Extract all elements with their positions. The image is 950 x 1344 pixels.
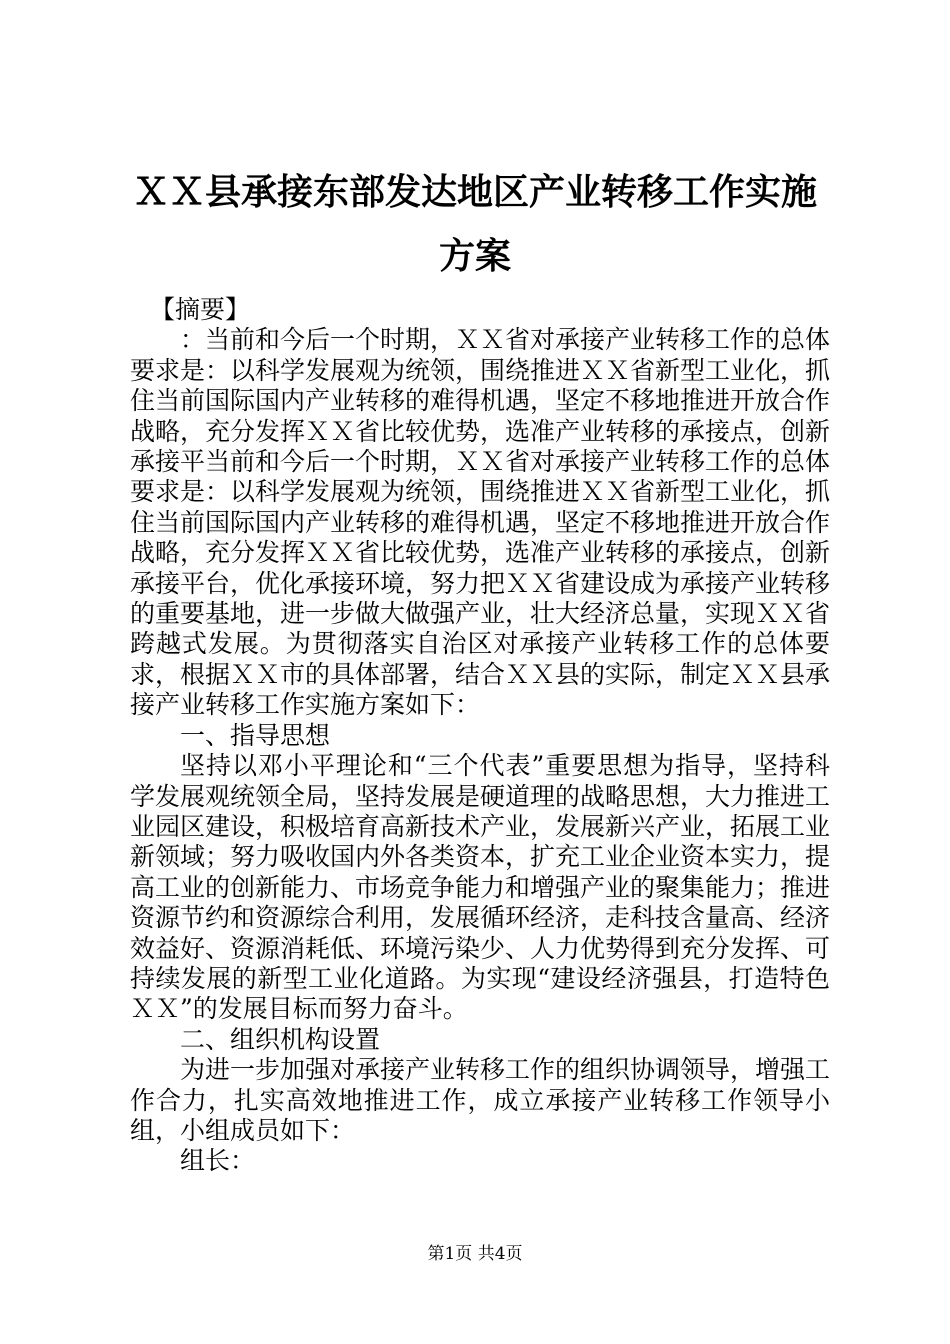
section-1-body: 坚持以邓小平理论和“三个代表”重要思想为指导，坚持科学发展观统领全局，坚持发展是硬道理的战略思想，大力推进工业园区建设，积极培育高新技术产业，发展新兴产业，拓展工业新领域；努力吸收国内外各类资本，扩充工业企业资本实力，提高工业的创新能力、市场竞争能力和增强产业的聚集能力；推进资源节约和资源综合利用，发展循环经济，走科技含量高、经济效益好、资源消耗低、环境污染少、人力优势得到充分发挥、可持续发展的新型工业化道路。为实现“建设经济强县，打造特色ＸＸ”的发展目标而努力奋斗。 (130, 751, 831, 1024)
page-number-footer: 第1页 共4页 (427, 1244, 523, 1264)
abstract-body: ：当前和今后一个时期，ＸＸ省对承接产业转移工作的总体要求是：以科学发展观为统领，围绕推进ＸＸ省新型工业化，抓住当前国际国内产业转移的难得机遇，坚定不移地推进开放合作战略，充分发挥ＸＸ省比较优势，选准产业转移的承接点，创新承接平当前和今后一个时期，ＸＸ省对承接产业转移工作的总体要求是：以科学发展观为统领，围绕推进ＸＸ省新型工业化，抓住当前国际国内产业转移的难得机遇，坚定不移地推进开放合作战略，充分发挥ＸＸ省比较优势，选准产业转移的承接点，创新承接平台，优化承接环境，努力把ＸＸ省建设成为承接产业转移的重要基地，进一步做大做强产业，壮大经济总量，实现ＸＸ省跨越式发展。为贯彻落实自治区对承接产业转移工作的总体要求，根据ＸＸ市的具体部署，结合ＸＸ县的实际，制定ＸＸ县承接产业转移工作实施方案如下： (130, 325, 831, 720)
section-1-heading: 一、指导思想 (180, 720, 331, 750)
document-title: ＸＸ县承接东部发达地区产业转移工作实施方案 (132, 171, 817, 277)
abstract-heading: 【摘要】 (150, 295, 251, 324)
section-2-body: 为进一步加强对承接产业转移工作的组织协调领导，增强工作合力，扎实高效地推进工作，成立承接产业转移工作领导小组，小组成员如下： (130, 1055, 831, 1145)
section-2-heading: 二、组织机构设置 (180, 1024, 381, 1054)
leader-label: 组长： (180, 1146, 256, 1176)
document-body (130, 295, 830, 1177)
